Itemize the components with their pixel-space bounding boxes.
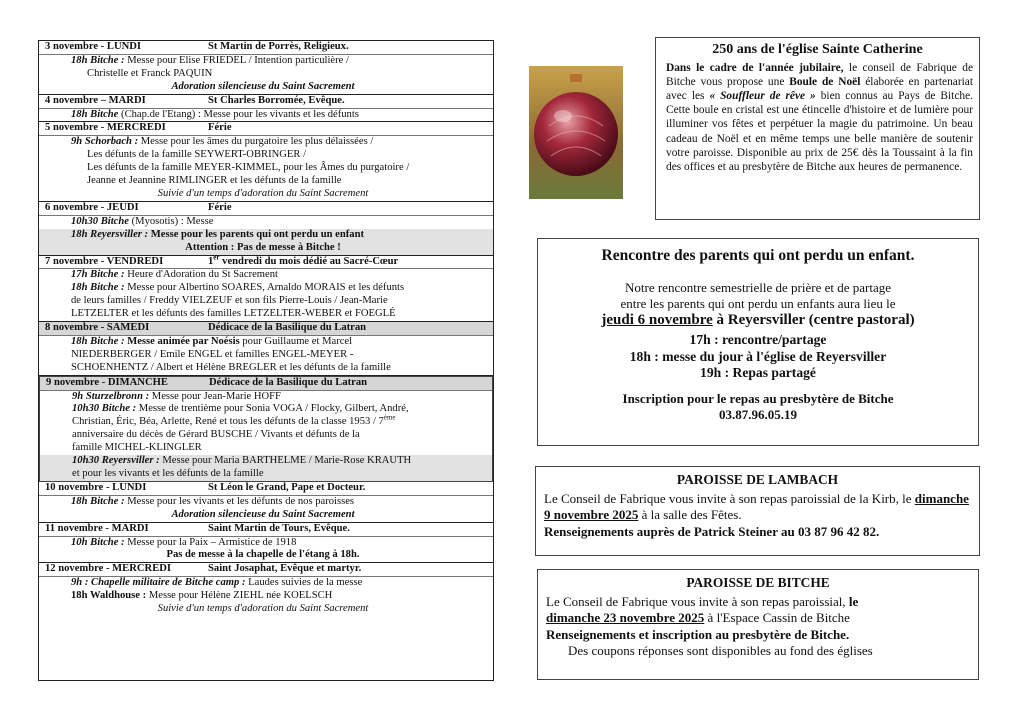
ordinal-suffix: ème: [383, 413, 396, 422]
day-saint: 1er vendredi du mois dédié au Sacré-Cœur: [208, 252, 399, 267]
mass-intention: Messe pour les âmes du purgatoire les plus délaissées /: [138, 136, 374, 148]
mass-time-place: 10h30 Reyersviller :: [72, 455, 160, 467]
mass-intention: Les défunts de la famille SEYWERT-OBRINGER /: [87, 149, 307, 161]
meeting-title: Rencontre des parents qui ont perdu un enfant.: [601, 247, 915, 264]
mass-entry: [39, 295, 493, 308]
mass-intention: Christelle et Franck PAQUIN: [87, 67, 213, 79]
mass-entry: [39, 577, 493, 590]
day-saint: Férie: [208, 201, 232, 213]
mass-entry: [40, 455, 492, 468]
day-header: [39, 95, 493, 109]
day-date: 5 novembre - MERCREDI: [45, 122, 166, 134]
day-header: [40, 377, 492, 391]
jubilee-text: Dans le cadre de l'année jubilaire, le conseil de Fabrique de Bitche vous propose une Boule de Noël élaborée en partenariat avec les « Souffleur de rêve » bien connus au Pays de Bitche. Cette boule en cristal est une étincelle d'histoire et de lumière pour illuminer vos fêtes et perpétuer la magie du patrimoine. Un beau cadeau de Noël et en même temps une belle manière de soutenir votre paroisse. Disponible au prix de 25€ dès la Toussaint à la fin des offices et au presbytère de Bitche aux heures de permanence.: [666, 62, 974, 173]
schedule-day: [39, 482, 493, 523]
day-header: [39, 252, 493, 270]
meeting-registration: Inscription pour le repas au presbytère de Bitche 03.87.96.05.19: [622, 390, 894, 422]
mass-intention: Messe pour les parents qui ont perdu un enfant: [148, 228, 365, 240]
mass-entry: [39, 537, 493, 550]
mass-intention: Christian, Éric, Béa, Arlette, René et tous les défunts de la classe 1953 / 7: [72, 416, 384, 428]
mass-entry: [39, 282, 493, 295]
mass-entry: [39, 349, 493, 362]
mass-entry: [39, 269, 493, 282]
mass-intention: Suivie d'un temps d'adoration du Saint Sacrement: [157, 187, 369, 199]
day-date: 9 novembre - DIMANCHE: [46, 376, 168, 388]
day-saint: St Léon le Grand, Pape et Docteur.: [208, 481, 366, 493]
mass-entry: [39, 109, 493, 122]
mass-schedule: [38, 40, 494, 681]
mass-intention: (Chap.de l'Etang) : Messe pour les vivants et les défunts: [118, 108, 359, 120]
mass-time-place: 18h Bitche :: [71, 282, 125, 294]
mass-entry: [39, 549, 493, 562]
mass-intention: Adoration silencieuse du Saint Sacrement: [171, 80, 355, 92]
mass-intention: Messe pour la Paix – Armistice de 1918: [124, 536, 297, 548]
day-saint: Dédicace de la Basilique du Latran: [208, 322, 367, 334]
mass-intention: Attention : Pas de messe à Bitche !: [185, 241, 341, 253]
mass-entry: [39, 162, 493, 175]
mass-entry: [39, 229, 493, 242]
day-header: [39, 122, 493, 136]
schedule-day: [39, 523, 493, 564]
schedule-day: [39, 376, 493, 482]
mass-intention: Messe pour Albertino SOARES, Arnaldo MORAIS et les défunts: [124, 282, 405, 294]
mass-intention: (Myosotis) : Messe: [128, 215, 214, 227]
day-saint: Saint Josaphat, Evêque et martyr.: [208, 563, 362, 575]
mass-entry: [39, 68, 493, 81]
bitche-title: PAROISSE DE BITCHE: [686, 575, 830, 590]
mass-time-place: 18h Waldhouse :: [71, 590, 147, 602]
mass-entry: [39, 55, 493, 68]
mass-intention: LETZELTER et les défunts des familles LETZELTER-WEBER et FOEGLÉ: [71, 308, 396, 320]
day-date: 7 novembre - VENDREDI: [45, 255, 164, 267]
mass-intention: Les défunts de la famille MEYER-KIMMEL, pour les Âmes du purgatoire /: [87, 162, 410, 174]
meeting-box: [537, 238, 979, 446]
mass-time-place: 9h Schorbach :: [71, 136, 139, 148]
ordinal-suffix: er: [213, 252, 220, 261]
mass-entry: [39, 308, 493, 321]
mass-entry: [39, 603, 493, 616]
mass-intention: Messe de trentième pour Sonia VOGA / Flocky, Gilbert, André,: [136, 403, 409, 415]
mass-entry: [40, 442, 492, 455]
mass-time-place: 18h Bitche: [71, 108, 119, 120]
day-header: [39, 482, 493, 496]
mass-entry: [39, 242, 493, 255]
mass-intention: Messe pour Jean-Marie HOFF: [149, 390, 281, 402]
schedule-day: [39, 95, 493, 123]
mass-entry: [39, 81, 493, 94]
mass-intention: NIEDERBERGER / Emile ENGEL et familles ENGEL-MEYER -: [71, 348, 354, 360]
day-date: 4 novembre – MARDI: [45, 94, 146, 106]
mass-time-place: 9h : Chapelle militaire de Bitche camp :: [71, 577, 246, 589]
day-header: [39, 322, 493, 336]
day-saint: St Martin de Porrès, Religieux.: [208, 41, 349, 52]
mass-entry: [39, 336, 493, 349]
mass-entry: [39, 216, 493, 229]
mass-time-place: 18h Bitche :: [71, 54, 125, 66]
day-saint: St Charles Borromée, Evêque.: [208, 94, 345, 106]
mass-time-place: 18h Bitche :: [71, 495, 125, 507]
meeting-schedule: 17h : rencontre/partage 18h : messe du jour à l'église de Reyersviller 19h : Repas partagé: [629, 332, 887, 380]
mass-intention: famille MICHEL-KLINGLER: [72, 442, 202, 454]
jubilee-title: 250 ans de l'église Sainte Catherine: [712, 42, 923, 57]
mass-intention: Messe pour Elise FRIEDEL / Intention particulière /: [124, 54, 349, 66]
mass-entry: [39, 149, 493, 162]
mass-time-place: 18h Bitche :: [71, 335, 125, 347]
schedule-day: [39, 252, 493, 323]
mass-intention: Laudes suivies de la messe: [245, 577, 363, 589]
mass-entry: [39, 136, 493, 149]
mass-intention: Messe pour les vivants et les défunts de nos paroisses: [124, 495, 355, 507]
day-saint: Férie: [208, 122, 232, 134]
day-header: [39, 202, 493, 216]
mass-time-place: 10h30 Bitche :: [72, 403, 137, 415]
mass-entry: [40, 391, 492, 404]
mass-intention-rest: pour Guillaume et Marcel: [239, 335, 353, 347]
mass-entry: [39, 188, 493, 201]
bitche-text: Le Conseil de Fabrique vous invite à son repas paroissial, le dimanche 23 novembre 2025 à l'Espace Cassin de Bitche Renseignements et inscription au presbytère de Bitche. Des coupons réponses sont disponibles au fond des églises: [546, 593, 873, 658]
lambach-title: PAROISSE DE LAMBACH: [676, 472, 839, 487]
mass-intention: Messe animée par Noésis: [124, 335, 240, 347]
mass-intention: Heure d'Adoration du St Sacrement: [124, 269, 278, 281]
schedule-day: [39, 41, 493, 95]
mass-intention: Adoration silencieuse du Saint Sacrement: [171, 508, 355, 520]
day-saint: Saint Martin de Tours, Evêque.: [208, 522, 350, 534]
day-date: 10 novembre - LUNDI: [45, 481, 147, 493]
day-saint: Dédicace de la Basilique du Latran: [209, 376, 368, 388]
mass-time-place: 10h Bitche :: [71, 536, 125, 548]
mass-time-place: 9h Sturzelbronn :: [72, 390, 150, 402]
mass-entry: [40, 413, 492, 429]
mass-intention: Pas de messe à la chapelle de l'étang à 18h.: [166, 549, 360, 561]
schedule-day: [39, 202, 493, 256]
mass-entry: [40, 403, 492, 416]
mass-entry: [40, 429, 492, 442]
christmas-ball-photo: [529, 66, 623, 199]
mass-entry: [39, 496, 493, 509]
jubilee-box: [655, 37, 980, 220]
mass-entry: [39, 590, 493, 603]
mass-time-place: 17h Bitche :: [71, 269, 125, 281]
schedule-day: [39, 122, 493, 201]
mass-intention: et pour les vivants et les défunts de la famille: [72, 468, 264, 479]
mass-entry: [39, 362, 493, 375]
schedule-day: [39, 563, 493, 616]
mass-time-place: 10h30 Bitche: [71, 215, 129, 227]
mass-intention: Suivie d'un temps d'adoration du Saint Sacrement: [157, 603, 369, 615]
bitche-box: [537, 569, 979, 680]
meeting-text: Notre rencontre semestrielle de prière et de partage entre les parents qui ont perdu un enfants aura lieu le jeudi 6 novembre à Reyersviller (centre pastoral): [601, 280, 915, 328]
day-date: 12 novembre - MERCREDI: [45, 563, 172, 575]
mass-intention: de leurs familles / Freddy VIELZEUF et son fils Pierre-Louis / Jean-Marie: [71, 295, 388, 307]
day-header: [39, 523, 493, 537]
day-header: [39, 563, 493, 577]
mass-entry: [40, 468, 492, 481]
lambach-text: Le Conseil de Fabrique vous invite à son repas paroissial de la Kirb, le dimanche 9 novembre 2025 à la salle des Fêtes. Renseignements auprès de Patrick Steiner au 03 87 96 42 82.: [544, 490, 969, 539]
day-date: 3 novembre - LUNDI: [45, 41, 142, 52]
day-date: 6 novembre - JEUDI: [45, 201, 139, 213]
day-date: 11 novembre - MARDI: [45, 522, 149, 534]
day-date: 8 novembre - SAMEDI: [45, 322, 150, 334]
mass-intention: Messe pour Maria BARTHELME / Marie-Rose KRAUTH: [159, 455, 412, 467]
lambach-box: [535, 466, 980, 556]
mass-intention: anniversaire du décès de Gérard BUSCHE / Vivants et défunts de la: [72, 429, 360, 441]
mass-intention: Jeanne et Jeannine RIMLINGER et les défunts de la famille: [87, 175, 342, 187]
day-header: [39, 41, 493, 55]
mass-intention: Messe pour Hélène ZIEHL née KOELSCH: [146, 590, 333, 602]
mass-time-place: 18h Reyersviller :: [71, 228, 149, 240]
mass-entry: [39, 175, 493, 188]
schedule-day: [39, 322, 493, 376]
mass-entry: [39, 509, 493, 522]
mass-intention: SCHOENHENTZ / Albert et Hélène BREGLER et les défunts de la famille: [71, 361, 391, 373]
